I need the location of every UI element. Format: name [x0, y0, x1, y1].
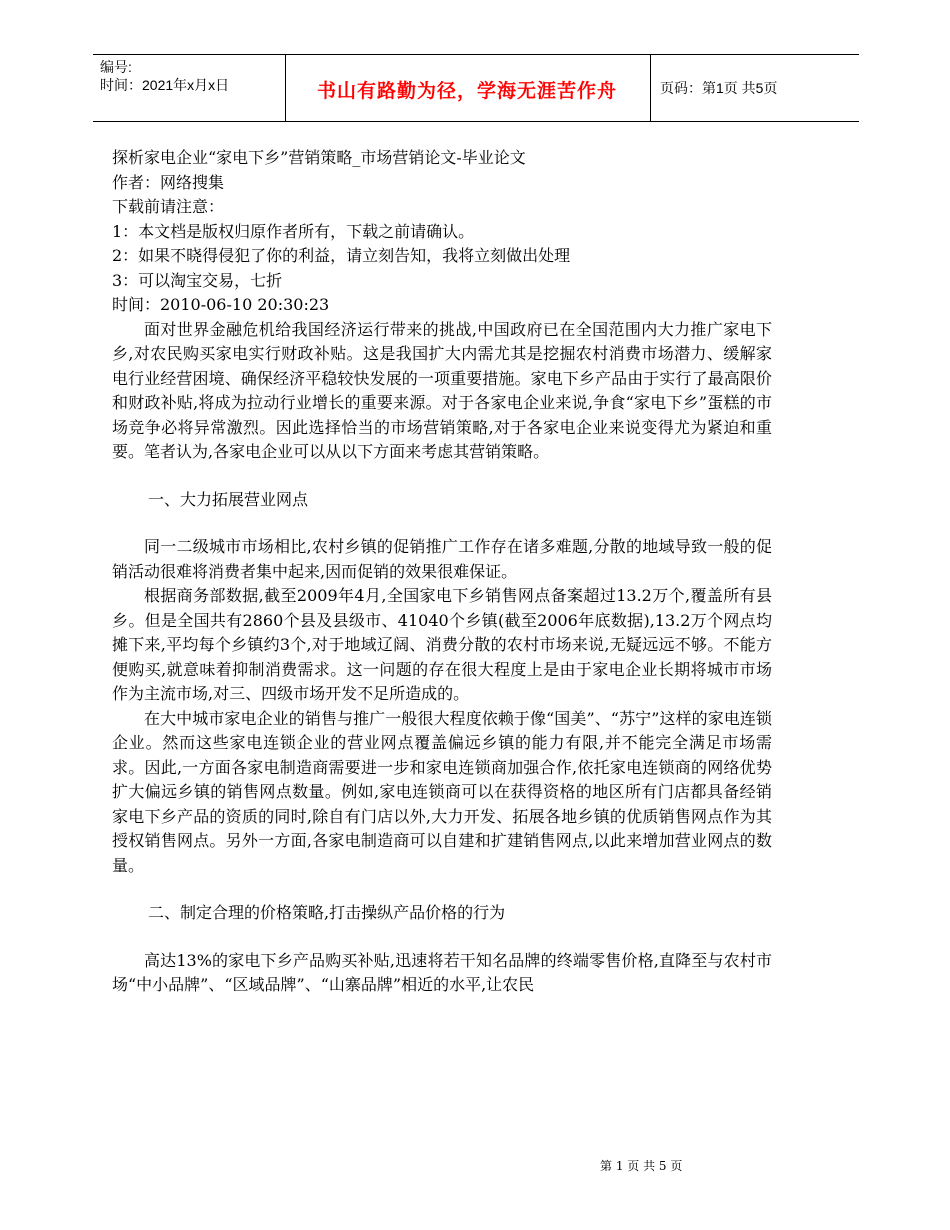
time-label: 时间：2021年x月x日 — [100, 77, 230, 93]
intro-paragraph: 面对世界金融危机给我国经济运行带来的挑战,中国政府已在全国范围内大力推广家电下乡,对农民购买家电实行财政补贴。这是我国扩大内需尤其是挖掘农村消费市场潜力、缓解家电行业经营困境、确保经济平稳较快发展的一项重要措施。家电下乡产品由于实行了最高限价和财政补贴,将成为拉动行业增长的重要来源。对于各家电企业来说,争食“家电下乡”蛋糕的市场竞争必将异常激烈。因此选择恰当的市场营销策略,对于各家电企业来说变得尤为紧迫和重要。笔者认为,各家电企业可以从以下方面来考虑其营销策略。 — [112, 319, 772, 461]
document-body — [112, 146, 772, 998]
notice-heading: 下载前请注意： — [112, 197, 225, 216]
article-time: 时间：2010-06-10 20:30:23 — [112, 295, 330, 314]
body-paragraph: 在大中城市家电企业的销售与推广一般很大程度依赖于像“国美”、“苏宁”这样的家电连锁企业。然而这些家电连锁企业的营业网点覆盖偏远乡镇的能力有限,并不能完全满足市场需求。因此,一方面各家电制造商需要进一步和家电连锁商加强合作,依托家电连锁商的网络优势扩大偏远乡镇的销售网点数量。例如,家电连锁商可以在获得资格的地区所有门店都具备经销家电下乡产品的资质的同时,除自有门店以外,大力开发、拓展各地乡镇的优质销售网点作为其授权销售网点。另外一方面,各家电制造商可以自建和扩建销售网点,以此来增加营业网点的数量。 — [112, 708, 772, 875]
body-paragraph: 同一二级城市市场相比,农村乡镇的促销推广工作存在诸多难题,分散的地域导致一般的促销活动很难将消费者集中起来,因而促销的效果很难保证。 — [112, 537, 772, 581]
body-paragraph: 高达13%的家电下乡产品购买补贴,迅速将若干知名品牌的终端零售价格,直降至与农村市场“中小品牌”、“区域品牌”、“山寨品牌”相近的水平,让农民 — [112, 950, 772, 994]
section-heading: 二、制定合理的价格策略,打击操纵产品价格的行为 — [148, 903, 506, 922]
header-bottom-rule — [93, 121, 859, 122]
section-heading: 一、大力拓展营业网点 — [148, 489, 309, 509]
number-label: 编号: — [100, 59, 132, 75]
page-footer: 第 1 页 共 5 页 — [600, 1159, 683, 1173]
header-divider-right — [650, 54, 651, 122]
article-title: 探析家电企业“家电下乡”营销策略_市场营销论文-毕业论文 — [112, 148, 526, 167]
header-meta — [100, 58, 229, 94]
article-author: 作者：网络搜集 — [112, 172, 225, 192]
notice-item: 1：本文档是版权归原作者所有，下载之前请确认。 — [112, 221, 475, 241]
header-page-label: 页码：第1页 共5页 — [660, 80, 778, 96]
body-paragraph: 根据商务部数据,截至2009年4月,全国家电下乡销售网点备案超过13.2万个,覆盖所有县乡。但是全国共有2860个县及县级市、41040个乡镇(截至2006年底数据),13.2万个网点均摊下来,平均每个乡镇约3个,对于地域辽阔、消费分散的农村市场来说,无疑远远不够。不能方便购买,就意味着抑制消费需求。这一问题的存在很大程度上是由于家电企业长期将城市市场作为主流市场,对三、四级市场开发不足所造成的。 — [112, 586, 772, 703]
header-motto: 书山有路勤为径，学海无涯苦作舟 — [316, 80, 617, 102]
notice-item: 3：可以淘宝交易，七折 — [112, 270, 283, 290]
notice-item: 2：如果不晓得侵犯了你的利益，请立刻告知，我将立刻做出处理 — [112, 246, 571, 265]
header-divider-left — [285, 54, 286, 122]
header-top-rule — [93, 54, 859, 55]
